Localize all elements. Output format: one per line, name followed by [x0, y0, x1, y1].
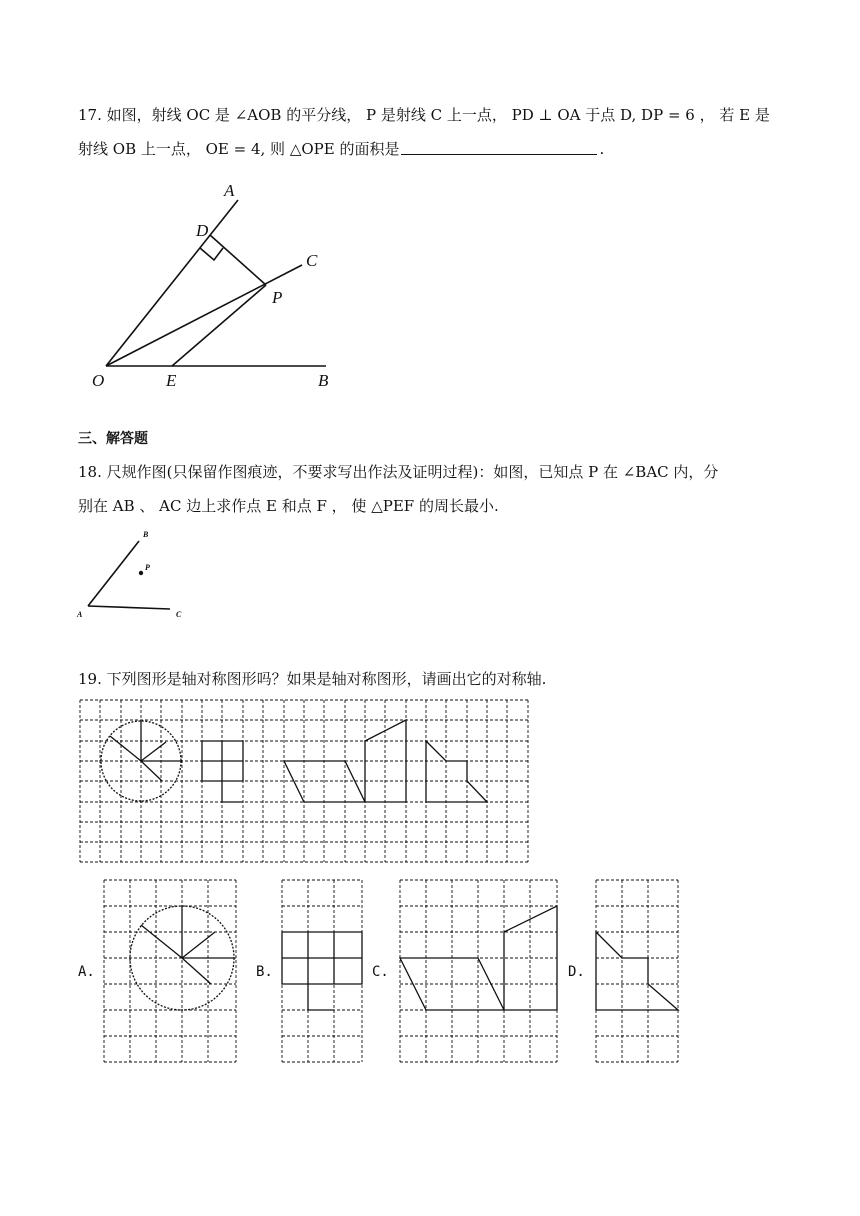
label-c: C — [306, 251, 318, 270]
q17-line2-text: 射线 OB 上一点， OE = 4, 则 △OPE 的面积是 — [78, 140, 400, 158]
q18-line2: 别在 AB 、 AC 边上求作点 E 和点 F ， 使 △PEF 的周长最小. — [78, 497, 499, 515]
section-title: 三、解答题 — [78, 431, 148, 447]
label-a: A — [224, 181, 235, 200]
q17-line2-end: . — [599, 140, 605, 158]
label-b: B — [318, 371, 329, 390]
q19-line1: 19. 下列图形是轴对称图形吗？如果是轴对称图形，请画出它的对称轴. — [78, 670, 547, 688]
label-d: D — [196, 221, 209, 240]
option-d-label[interactable]: D. — [568, 964, 585, 980]
q17-line1: 17. 如图，射线 OC 是 ∠AOB 的平分线， P 是射线 C 上一点， PD ⊥ OA 于点 D, DP = 6 ， 若 E 是 — [78, 106, 770, 124]
option-b-label[interactable]: B. — [256, 964, 273, 980]
option-b-shape — [282, 932, 362, 1010]
option-d-shape — [596, 932, 678, 1010]
q18-label-p: P — [145, 563, 150, 572]
label-p: P — [272, 288, 283, 307]
option-c-shape — [400, 906, 557, 1010]
q18-label-b: B — [143, 530, 149, 539]
option-c-label[interactable]: C. — [372, 964, 389, 980]
q18-line1: 18. 尺规作图(只保留作图痕迹，不要求写出作法及证明过程)：如图，已知点 P 在 ∠BAC 内，分 — [78, 463, 719, 481]
option-a-label[interactable]: A. — [78, 964, 95, 980]
q18-label-c: C — [176, 610, 182, 619]
label-o: O — [92, 371, 105, 390]
label-e: E — [166, 371, 177, 390]
q18-label-a: A — [77, 610, 83, 619]
